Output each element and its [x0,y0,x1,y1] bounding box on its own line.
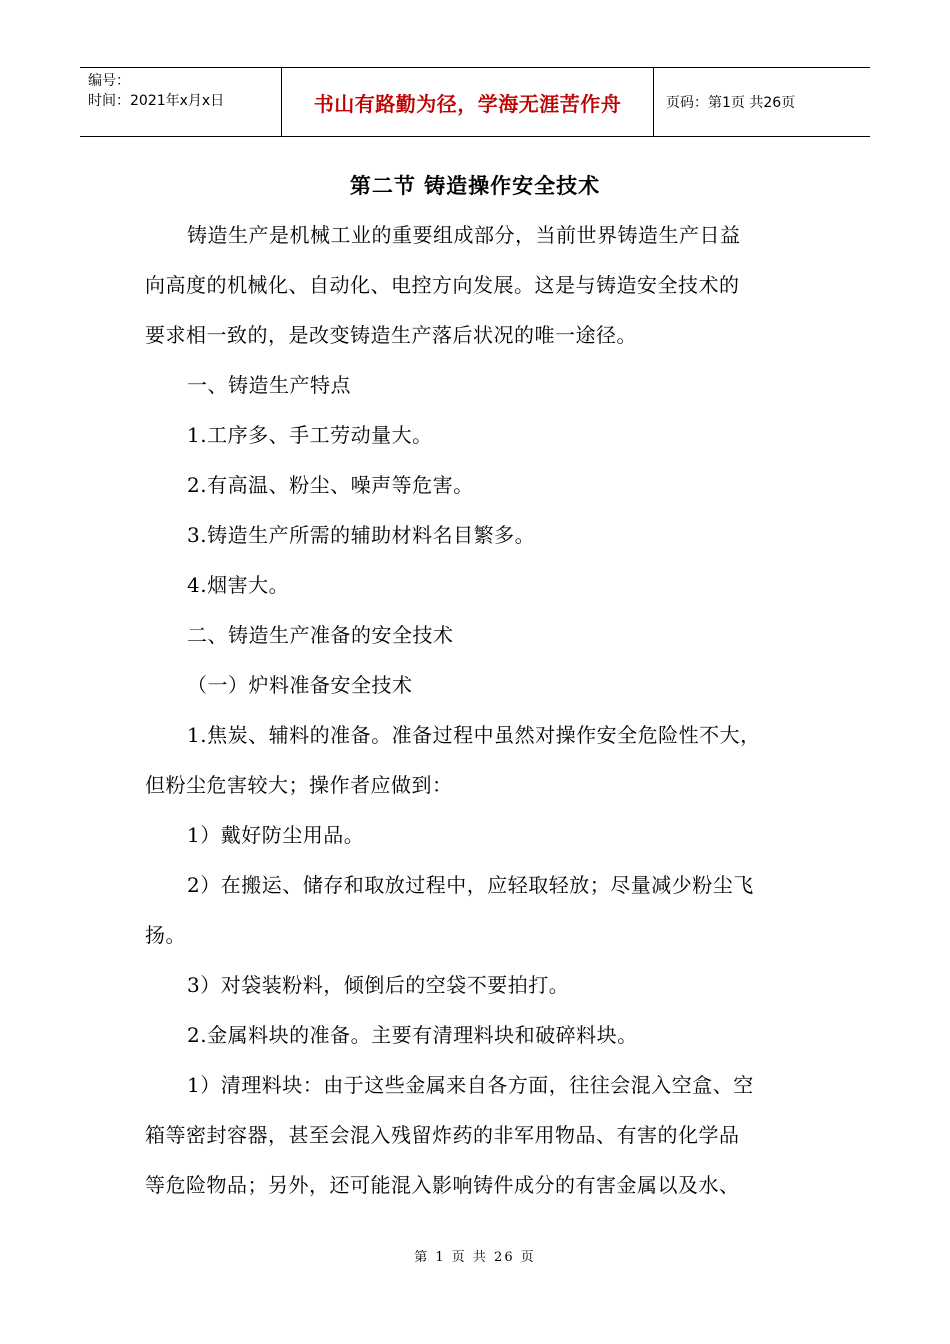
page-info: 页码：第1页 共26页 [666,95,796,111]
header-table [80,67,870,137]
text-line: 1）戴好防尘用品。 [187,823,365,847]
text-line: 2.有高温、粉尘、噪声等危害。 [187,473,474,497]
text-line: （一）炉料准备安全技术 [187,673,413,697]
text-line: 扬。 [145,923,186,947]
text-line: 向高度的机械化、自动化、电控方向发展。这是与铸造安全技术的 [145,273,740,297]
header-meta-cell [80,68,282,136]
text-line: 等危险物品；另外，还可能混入影响铸件成分的有害金属以及水、 [145,1173,740,1197]
motto-text: 书山有路勤为径，学海无涯苦作舟 [313,91,622,116]
text-line: 2）在搬运、储存和取放过程中，应轻取轻放；尽量减少粉尘飞 [187,873,754,897]
text-line: 箱等密封容器，甚至会混入残留炸药的非军用物品、有害的化学品 [145,1123,740,1147]
text-line: 二、铸造生产准备的安全技术 [187,623,454,647]
text-line: 3.铸造生产所需的辅助材料名目繁多。 [187,523,536,547]
page-footer: 第 1 页 共 26 页 [414,1250,536,1265]
text-line: 1.工序多、手工劳动量大。 [187,423,433,447]
text-line: 一、铸造生产特点 [187,373,351,397]
date-label: 时间：2021年x月x日 [88,93,225,109]
header-page-cell [654,68,870,136]
header-motto-cell [282,68,654,136]
text-line: 1.焦炭、辅料的准备。准备过程中虽然对操作安全危险性不大， [187,723,761,747]
text-line: 4.烟害大。 [187,573,290,597]
text-line: 2.金属料块的准备。主要有清理料块和破碎料块。 [187,1023,638,1047]
text-line: 1）清理料块：由于这些金属来自各方面，往往会混入空盒、空 [187,1073,754,1097]
text-line: 但粉尘危害较大；操作者应做到： [145,773,453,797]
document-body [145,210,815,1210]
document-title: 第二节 铸造操作安全技术 [349,174,601,198]
text-line: 要求相一致的，是改变铸造生产落后状况的唯一途径。 [145,323,637,347]
text-line: 铸造生产是机械工业的重要组成部分，当前世界铸造生产日益 [187,223,741,247]
number-label: 编号： [88,73,130,89]
text-line: 3）对袋装粉料，倾倒后的空袋不要拍打。 [187,973,570,997]
